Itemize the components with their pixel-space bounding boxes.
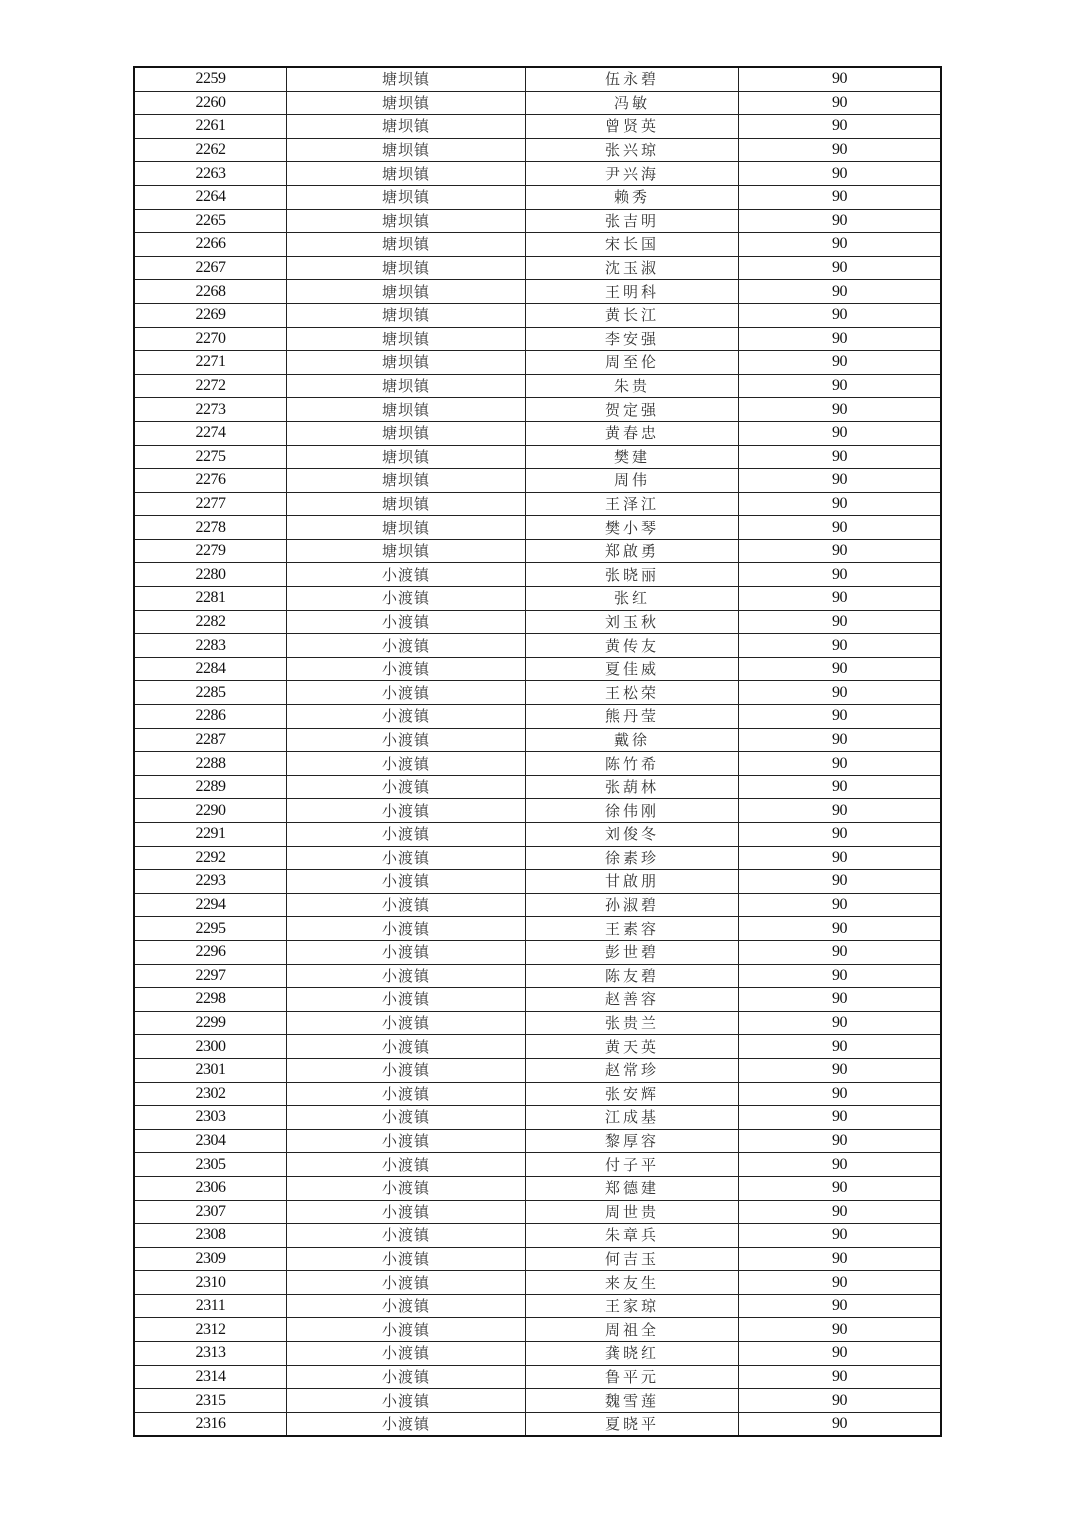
score-cell: 90 <box>739 823 942 847</box>
table-row <box>134 610 941 634</box>
row-number-cell: 2284 <box>134 657 287 681</box>
person-name-cell: 何吉玉 <box>526 1247 739 1271</box>
town-cell: 塘坝镇 <box>287 421 526 445</box>
row-number-cell: 2276 <box>134 469 287 493</box>
score-cell: 90 <box>739 1153 942 1177</box>
town-cell: 小渡镇 <box>287 563 526 587</box>
row-number-cell: 2303 <box>134 1106 287 1130</box>
town-cell: 小渡镇 <box>287 1365 526 1389</box>
score-cell: 90 <box>739 1294 942 1318</box>
row-number-cell: 2268 <box>134 280 287 304</box>
score-cell: 90 <box>739 1318 942 1342</box>
table-row <box>134 1389 941 1413</box>
table-body <box>134 67 941 1436</box>
town-cell: 小渡镇 <box>287 752 526 776</box>
table-row <box>134 893 941 917</box>
table-row <box>134 752 941 776</box>
row-number-cell: 2271 <box>134 351 287 375</box>
town-cell: 小渡镇 <box>287 1129 526 1153</box>
town-cell: 小渡镇 <box>287 893 526 917</box>
score-cell: 90 <box>739 374 942 398</box>
person-name-cell: 夏晓平 <box>526 1412 739 1436</box>
person-name-cell: 周祖全 <box>526 1318 739 1342</box>
town-cell: 小渡镇 <box>287 846 526 870</box>
row-number-cell: 2282 <box>134 610 287 634</box>
row-number-cell: 2294 <box>134 893 287 917</box>
table-row <box>134 256 941 280</box>
person-name-cell: 王松荣 <box>526 681 739 705</box>
person-name-cell: 龚晓红 <box>526 1342 739 1366</box>
town-cell: 小渡镇 <box>287 1412 526 1436</box>
person-name-cell: 赵善容 <box>526 988 739 1012</box>
table-row <box>134 1200 941 1224</box>
town-cell: 小渡镇 <box>287 681 526 705</box>
row-number-cell: 2279 <box>134 539 287 563</box>
row-number-cell: 2299 <box>134 1011 287 1035</box>
score-cell: 90 <box>739 421 942 445</box>
row-number-cell: 2295 <box>134 917 287 941</box>
person-name-cell: 魏雪莲 <box>526 1389 739 1413</box>
score-cell: 90 <box>739 1412 942 1436</box>
person-name-cell: 徐素珍 <box>526 846 739 870</box>
row-number-cell: 2286 <box>134 705 287 729</box>
table-row <box>134 138 941 162</box>
table-row <box>134 67 941 91</box>
person-name-cell: 刘玉秋 <box>526 610 739 634</box>
score-cell: 90 <box>739 1389 942 1413</box>
town-cell: 小渡镇 <box>287 705 526 729</box>
person-name-cell: 江成基 <box>526 1106 739 1130</box>
person-name-cell: 周世贵 <box>526 1200 739 1224</box>
town-cell: 小渡镇 <box>287 634 526 658</box>
score-cell: 90 <box>739 1365 942 1389</box>
town-cell: 塘坝镇 <box>287 492 526 516</box>
person-name-cell: 来友生 <box>526 1271 739 1295</box>
table-row <box>134 681 941 705</box>
person-name-cell: 黄长江 <box>526 303 739 327</box>
table-row <box>134 374 941 398</box>
table-row <box>134 587 941 611</box>
person-name-cell: 冯敏 <box>526 91 739 115</box>
row-number-cell: 2305 <box>134 1153 287 1177</box>
score-cell: 90 <box>739 1129 942 1153</box>
table-row <box>134 445 941 469</box>
score-cell: 90 <box>739 1011 942 1035</box>
row-number-cell: 2277 <box>134 492 287 516</box>
score-cell: 90 <box>739 1176 942 1200</box>
row-number-cell: 2310 <box>134 1271 287 1295</box>
table-row <box>134 1412 941 1436</box>
score-cell: 90 <box>739 917 942 941</box>
town-cell: 小渡镇 <box>287 1011 526 1035</box>
table-row <box>134 870 941 894</box>
table-row <box>134 1129 941 1153</box>
table-row <box>134 1318 941 1342</box>
score-cell: 90 <box>739 1035 942 1059</box>
person-name-cell: 赵常珍 <box>526 1058 739 1082</box>
score-cell: 90 <box>739 398 942 422</box>
town-cell: 小渡镇 <box>287 610 526 634</box>
town-cell: 塘坝镇 <box>287 138 526 162</box>
table-row <box>134 1271 941 1295</box>
person-name-cell: 李安强 <box>526 327 739 351</box>
table-row <box>134 162 941 186</box>
score-cell: 90 <box>739 870 942 894</box>
person-name-cell: 付子平 <box>526 1153 739 1177</box>
table-row <box>134 351 941 375</box>
town-cell: 小渡镇 <box>287 1153 526 1177</box>
row-number-cell: 2309 <box>134 1247 287 1271</box>
score-cell: 90 <box>739 563 942 587</box>
table-row <box>134 280 941 304</box>
row-number-cell: 2285 <box>134 681 287 705</box>
row-number-cell: 2301 <box>134 1058 287 1082</box>
town-cell: 塘坝镇 <box>287 351 526 375</box>
row-number-cell: 2287 <box>134 728 287 752</box>
town-cell: 小渡镇 <box>287 657 526 681</box>
person-name-cell: 郑啟勇 <box>526 539 739 563</box>
town-cell: 小渡镇 <box>287 1342 526 1366</box>
row-number-cell: 2260 <box>134 91 287 115</box>
table-row <box>134 657 941 681</box>
town-cell: 塘坝镇 <box>287 280 526 304</box>
score-cell: 90 <box>739 138 942 162</box>
table-row <box>134 1106 941 1130</box>
person-name-cell: 张安辉 <box>526 1082 739 1106</box>
table-row <box>134 1294 941 1318</box>
town-cell: 小渡镇 <box>287 1082 526 1106</box>
row-number-cell: 2278 <box>134 516 287 540</box>
table-row <box>134 421 941 445</box>
score-cell: 90 <box>739 846 942 870</box>
table-row <box>134 1058 941 1082</box>
table-row <box>134 799 941 823</box>
town-cell: 塘坝镇 <box>287 115 526 139</box>
town-cell: 小渡镇 <box>287 587 526 611</box>
person-name-cell: 张晓丽 <box>526 563 739 587</box>
score-cell: 90 <box>739 1247 942 1271</box>
table-row <box>134 823 941 847</box>
table-row <box>134 398 941 422</box>
person-name-cell: 王泽江 <box>526 492 739 516</box>
row-number-cell: 2288 <box>134 752 287 776</box>
person-name-cell: 孙淑碧 <box>526 893 739 917</box>
score-cell: 90 <box>739 469 942 493</box>
table-row <box>134 1342 941 1366</box>
person-name-cell: 赖秀 <box>526 185 739 209</box>
score-cell: 90 <box>739 492 942 516</box>
row-number-cell: 2262 <box>134 138 287 162</box>
table-row <box>134 1153 941 1177</box>
score-cell: 90 <box>739 681 942 705</box>
table-row <box>134 1011 941 1035</box>
score-cell: 90 <box>739 728 942 752</box>
score-cell: 90 <box>739 752 942 776</box>
score-cell: 90 <box>739 91 942 115</box>
person-name-cell: 鲁平元 <box>526 1365 739 1389</box>
person-name-cell: 郑德建 <box>526 1176 739 1200</box>
table-row <box>134 539 941 563</box>
person-name-cell: 张葫林 <box>526 775 739 799</box>
town-cell: 小渡镇 <box>287 1176 526 1200</box>
score-cell: 90 <box>739 185 942 209</box>
row-number-cell: 2272 <box>134 374 287 398</box>
score-cell: 90 <box>739 705 942 729</box>
town-cell: 塘坝镇 <box>287 374 526 398</box>
score-cell: 90 <box>739 1082 942 1106</box>
town-cell: 小渡镇 <box>287 988 526 1012</box>
score-cell: 90 <box>739 940 942 964</box>
row-number-cell: 2269 <box>134 303 287 327</box>
person-name-cell: 张红 <box>526 587 739 611</box>
person-name-cell: 王素容 <box>526 917 739 941</box>
table-row <box>134 634 941 658</box>
table-row <box>134 705 941 729</box>
row-number-cell: 2316 <box>134 1412 287 1436</box>
table-row <box>134 327 941 351</box>
score-cell: 90 <box>739 634 942 658</box>
table-row <box>134 1082 941 1106</box>
table-row <box>134 917 941 941</box>
person-name-cell: 贺定强 <box>526 398 739 422</box>
score-cell: 90 <box>739 1200 942 1224</box>
person-name-cell: 张兴琼 <box>526 138 739 162</box>
person-name-cell: 曾贤英 <box>526 115 739 139</box>
score-cell: 90 <box>739 657 942 681</box>
town-cell: 小渡镇 <box>287 1058 526 1082</box>
person-name-cell: 张贵兰 <box>526 1011 739 1035</box>
table-row <box>134 1176 941 1200</box>
score-cell: 90 <box>739 233 942 257</box>
town-cell: 小渡镇 <box>287 1389 526 1413</box>
table-row <box>134 233 941 257</box>
person-name-cell: 周至伦 <box>526 351 739 375</box>
row-number-cell: 2265 <box>134 209 287 233</box>
town-cell: 小渡镇 <box>287 917 526 941</box>
row-number-cell: 2274 <box>134 421 287 445</box>
person-name-cell: 宋长国 <box>526 233 739 257</box>
row-number-cell: 2259 <box>134 67 287 91</box>
person-name-cell: 沈玉淑 <box>526 256 739 280</box>
town-cell: 小渡镇 <box>287 1224 526 1248</box>
person-name-cell: 黎厚容 <box>526 1129 739 1153</box>
table-row <box>134 492 941 516</box>
person-name-cell: 伍永碧 <box>526 67 739 91</box>
person-name-cell: 尹兴海 <box>526 162 739 186</box>
person-name-cell: 黄传友 <box>526 634 739 658</box>
row-number-cell: 2267 <box>134 256 287 280</box>
score-cell: 90 <box>739 893 942 917</box>
row-number-cell: 2273 <box>134 398 287 422</box>
town-cell: 塘坝镇 <box>287 185 526 209</box>
town-cell: 小渡镇 <box>287 799 526 823</box>
town-cell: 塘坝镇 <box>287 67 526 91</box>
person-name-cell: 戴徐 <box>526 728 739 752</box>
row-number-cell: 2312 <box>134 1318 287 1342</box>
town-cell: 小渡镇 <box>287 823 526 847</box>
town-cell: 塘坝镇 <box>287 539 526 563</box>
row-number-cell: 2270 <box>134 327 287 351</box>
score-cell: 90 <box>739 351 942 375</box>
score-cell: 90 <box>739 115 942 139</box>
score-cell: 90 <box>739 964 942 988</box>
town-cell: 小渡镇 <box>287 1035 526 1059</box>
person-name-cell: 徐伟刚 <box>526 799 739 823</box>
town-cell: 小渡镇 <box>287 1247 526 1271</box>
table-row <box>134 940 941 964</box>
town-cell: 塘坝镇 <box>287 162 526 186</box>
score-cell: 90 <box>739 209 942 233</box>
score-cell: 90 <box>739 280 942 304</box>
table-row <box>134 516 941 540</box>
person-name-cell: 樊小琴 <box>526 516 739 540</box>
row-number-cell: 2283 <box>134 634 287 658</box>
score-cell: 90 <box>739 775 942 799</box>
score-cell: 90 <box>739 256 942 280</box>
score-cell: 90 <box>739 610 942 634</box>
row-number-cell: 2292 <box>134 846 287 870</box>
score-cell: 90 <box>739 587 942 611</box>
person-name-cell: 王明科 <box>526 280 739 304</box>
town-cell: 塘坝镇 <box>287 91 526 115</box>
person-name-cell: 熊丹莹 <box>526 705 739 729</box>
town-cell: 小渡镇 <box>287 940 526 964</box>
town-cell: 塘坝镇 <box>287 327 526 351</box>
row-number-cell: 2308 <box>134 1224 287 1248</box>
score-cell: 90 <box>739 1058 942 1082</box>
table-row <box>134 185 941 209</box>
person-name-cell: 彭世碧 <box>526 940 739 964</box>
table-row <box>134 1035 941 1059</box>
table-row <box>134 469 941 493</box>
town-cell: 塘坝镇 <box>287 398 526 422</box>
row-number-cell: 2315 <box>134 1389 287 1413</box>
row-number-cell: 2291 <box>134 823 287 847</box>
score-cell: 90 <box>739 1271 942 1295</box>
person-name-cell: 陈友碧 <box>526 964 739 988</box>
town-cell: 塘坝镇 <box>287 209 526 233</box>
row-number-cell: 2266 <box>134 233 287 257</box>
table-row <box>134 846 941 870</box>
row-number-cell: 2281 <box>134 587 287 611</box>
town-cell: 小渡镇 <box>287 775 526 799</box>
person-name-cell: 王家琼 <box>526 1294 739 1318</box>
row-number-cell: 2314 <box>134 1365 287 1389</box>
town-cell: 塘坝镇 <box>287 256 526 280</box>
person-name-cell: 张吉明 <box>526 209 739 233</box>
row-number-cell: 2307 <box>134 1200 287 1224</box>
table-row <box>134 1224 941 1248</box>
score-cell: 90 <box>739 327 942 351</box>
row-number-cell: 2263 <box>134 162 287 186</box>
table-row <box>134 964 941 988</box>
row-number-cell: 2280 <box>134 563 287 587</box>
score-cell: 90 <box>739 1106 942 1130</box>
score-cell: 90 <box>739 799 942 823</box>
table-row <box>134 115 941 139</box>
table-row <box>134 91 941 115</box>
row-number-cell: 2302 <box>134 1082 287 1106</box>
roster-table <box>133 66 942 1437</box>
row-number-cell: 2306 <box>134 1176 287 1200</box>
town-cell: 小渡镇 <box>287 870 526 894</box>
row-number-cell: 2290 <box>134 799 287 823</box>
table-row <box>134 775 941 799</box>
town-cell: 小渡镇 <box>287 1318 526 1342</box>
score-cell: 90 <box>739 539 942 563</box>
town-cell: 小渡镇 <box>287 964 526 988</box>
town-cell: 塘坝镇 <box>287 303 526 327</box>
row-number-cell: 2311 <box>134 1294 287 1318</box>
town-cell: 塘坝镇 <box>287 445 526 469</box>
score-cell: 90 <box>739 988 942 1012</box>
score-cell: 90 <box>739 445 942 469</box>
row-number-cell: 2304 <box>134 1129 287 1153</box>
table-row <box>134 209 941 233</box>
person-name-cell: 刘俊冬 <box>526 823 739 847</box>
town-cell: 塘坝镇 <box>287 516 526 540</box>
town-cell: 小渡镇 <box>287 1271 526 1295</box>
table-row <box>134 303 941 327</box>
score-cell: 90 <box>739 162 942 186</box>
row-number-cell: 2300 <box>134 1035 287 1059</box>
person-name-cell: 甘啟朋 <box>526 870 739 894</box>
person-name-cell: 夏佳威 <box>526 657 739 681</box>
score-cell: 90 <box>739 1342 942 1366</box>
person-name-cell: 朱贵 <box>526 374 739 398</box>
person-name-cell: 陈竹希 <box>526 752 739 776</box>
town-cell: 小渡镇 <box>287 1200 526 1224</box>
row-number-cell: 2297 <box>134 964 287 988</box>
row-number-cell: 2261 <box>134 115 287 139</box>
table-row <box>134 563 941 587</box>
town-cell: 塘坝镇 <box>287 233 526 257</box>
person-name-cell: 黄春忠 <box>526 421 739 445</box>
town-cell: 塘坝镇 <box>287 469 526 493</box>
person-name-cell: 黄天英 <box>526 1035 739 1059</box>
row-number-cell: 2293 <box>134 870 287 894</box>
score-cell: 90 <box>739 303 942 327</box>
row-number-cell: 2289 <box>134 775 287 799</box>
row-number-cell: 2296 <box>134 940 287 964</box>
town-cell: 小渡镇 <box>287 1106 526 1130</box>
row-number-cell: 2313 <box>134 1342 287 1366</box>
town-cell: 小渡镇 <box>287 1294 526 1318</box>
person-name-cell: 朱章兵 <box>526 1224 739 1248</box>
row-number-cell: 2264 <box>134 185 287 209</box>
person-name-cell: 周伟 <box>526 469 739 493</box>
score-cell: 90 <box>739 1224 942 1248</box>
score-cell: 90 <box>739 67 942 91</box>
row-number-cell: 2275 <box>134 445 287 469</box>
table-row <box>134 1365 941 1389</box>
row-number-cell: 2298 <box>134 988 287 1012</box>
table-row <box>134 728 941 752</box>
table-row <box>134 1247 941 1271</box>
person-name-cell: 樊建 <box>526 445 739 469</box>
score-cell: 90 <box>739 516 942 540</box>
table-row <box>134 988 941 1012</box>
town-cell: 小渡镇 <box>287 728 526 752</box>
